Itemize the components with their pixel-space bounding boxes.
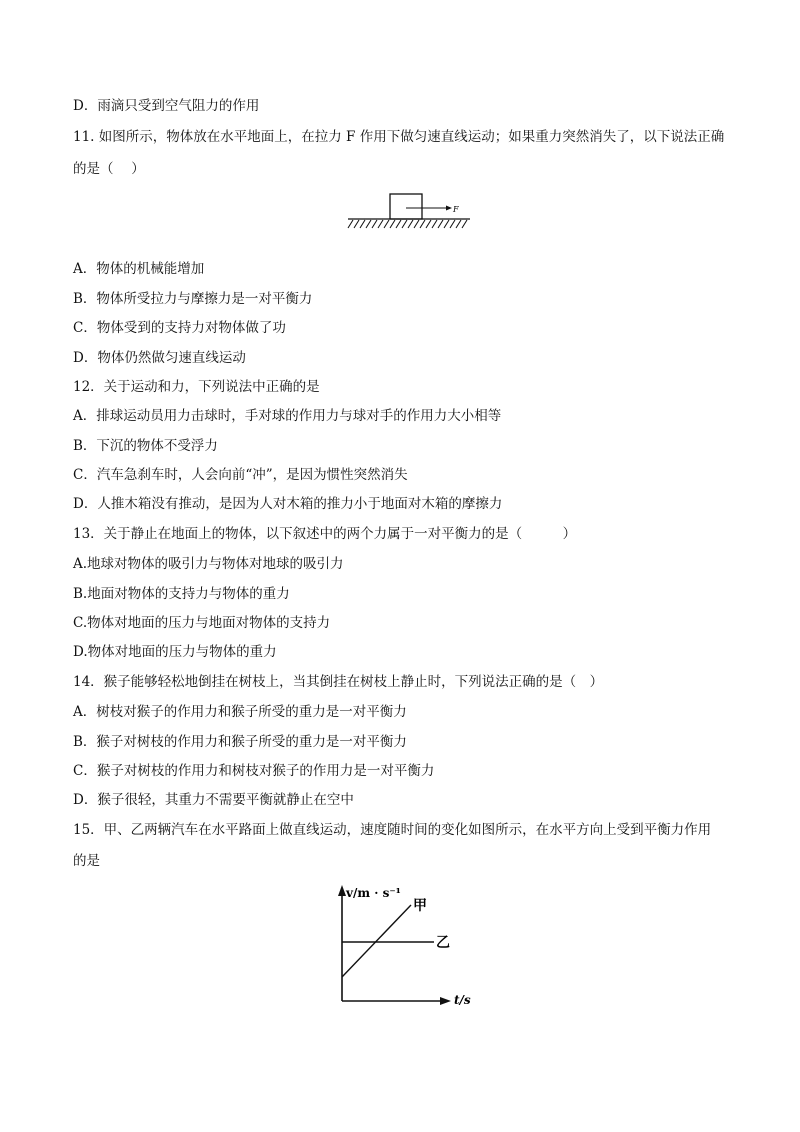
series-yi-label: 乙: [436, 935, 450, 951]
hatch-mark: [414, 220, 419, 228]
q14-option-b: B．猴子对树枝的作用力和猴子所受的重力是一对平衡力: [73, 734, 407, 750]
hatch-mark: [396, 220, 401, 228]
q11-option-b: B．物体所受拉力与摩擦力是一对平衡力: [73, 291, 313, 307]
hatch-mark: [354, 220, 359, 228]
force-arrow-head: [446, 206, 452, 211]
y-axis-arrow: [338, 885, 346, 896]
q11-figure-block-on-ground: [340, 188, 476, 240]
series-jia-line: [342, 905, 411, 977]
y-axis-label: v/m · s⁻¹: [346, 886, 401, 900]
hatch-mark: [426, 220, 431, 228]
q11-option-d: D．物体仍然做匀速直线运动: [73, 350, 246, 366]
q13-option-b: B.地面对物体的支持力与物体的重力: [73, 586, 290, 602]
q14-option-a: A．树枝对猴子的作用力和猴子所受的重力是一对平衡力: [73, 704, 407, 720]
q15-stem-line2: 的是: [73, 853, 100, 869]
block: [390, 194, 422, 219]
hatch-mark: [360, 220, 365, 228]
force-label: F: [453, 205, 459, 214]
series-jia-label: 甲: [413, 898, 427, 914]
q11-option-a: A．物体的机械能增加: [73, 261, 205, 277]
q12-option-d: D．人推木箱没有推动，是因为人对木箱的推力小于地面对木箱的摩擦力: [73, 496, 503, 512]
q15-stem-line1: 15．甲、乙两辆汽车在水平路面上做直线运动，速度随时间的变化如图所示，在水平方向上受到平衡力作用: [73, 822, 712, 838]
hatch-mark: [444, 220, 449, 228]
q14-option-c: C．猴子对树枝的作用力和树枝对猴子的作用力是一对平衡力: [73, 763, 435, 779]
hatch-mark: [348, 220, 353, 228]
q15-velocity-time-graph: [330, 880, 480, 1012]
hatch-mark: [372, 220, 377, 228]
q13-stem: 13．关于静止在地面上的物体，以下叙述中的两个力属于一对平衡力的是（ ）: [73, 526, 577, 542]
x-axis-arrow: [440, 997, 451, 1005]
hatch-mark: [450, 220, 455, 228]
q11-stem-line2: 的是（ ）: [73, 161, 145, 177]
hatch-mark: [456, 220, 461, 228]
hatch-mark: [438, 220, 443, 228]
hatch-mark: [366, 220, 371, 228]
hatch-mark: [420, 220, 425, 228]
ground-hatching: [348, 220, 467, 228]
x-axis-label: t/s: [454, 993, 471, 1007]
q14-option-d: D．猴子很轻，其重力不需要平衡就静止在空中: [73, 792, 354, 808]
hatch-mark: [432, 220, 437, 228]
q12-option-b: B．下沉的物体不受浮力: [73, 438, 218, 454]
q13-option-a: A.地球对物体的吸引力与物体对地球的吸引力: [73, 556, 344, 572]
hatch-mark: [378, 220, 383, 228]
hatch-mark: [408, 220, 413, 228]
hatch-mark: [384, 220, 389, 228]
q12-stem: 12．关于运动和力，下列说法中正确的是: [73, 379, 320, 395]
q14-stem: 14．猴子能够轻松地倒挂在树枝上，当其倒挂在树枝上静止时，下列说法正确的是（ ）: [73, 674, 604, 690]
q13-option-c: C.物体对地面的压力与地面对物体的支持力: [73, 615, 331, 631]
option-d-prev: D．雨滴只受到空气阻力的作用: [73, 98, 260, 114]
q11-stem-line1: 11. 如图所示，物体放在水平地面上，在拉力 F 作用下做匀速直线运动；如果重力突然消失了，以下说法正确: [73, 129, 725, 145]
hatch-mark: [390, 220, 395, 228]
q12-option-c: C．汽车急刹车时，人会向前“冲”，是因为惯性突然消失: [73, 467, 408, 483]
hatch-mark: [462, 220, 467, 228]
q13-option-d: D.物体对地面的压力与物体的重力: [73, 644, 277, 660]
q12-option-a: A．排球运动员用力击球时，手对球的作用力与球对手的作用力大小相等: [73, 408, 502, 424]
q11-option-c: C．物体受到的支持力对物体做了功: [73, 320, 286, 336]
hatch-mark: [402, 220, 407, 228]
